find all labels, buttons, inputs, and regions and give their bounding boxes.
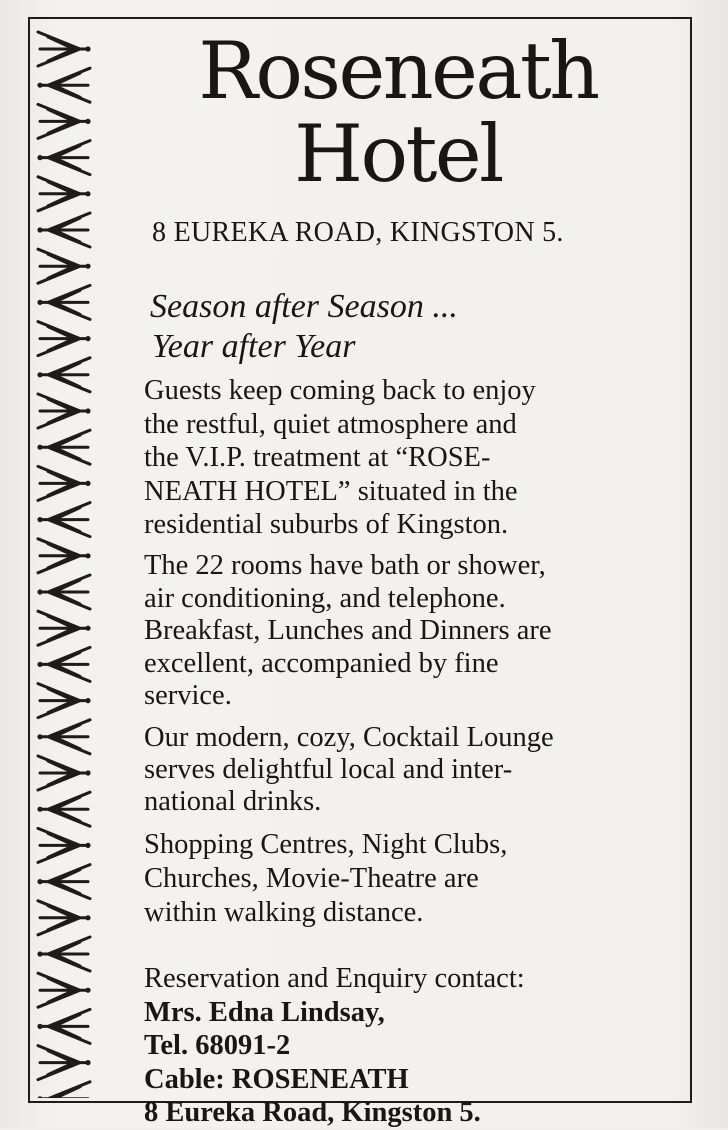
border-arrow-motif — [37, 68, 90, 102]
border-arrow-motif — [38, 249, 91, 283]
border-arrow-motif — [38, 539, 91, 573]
border-arrow-motif — [37, 213, 90, 247]
paragraph-line: Shopping Centres, Night Clubs, — [144, 829, 508, 860]
contact-cable: Cable: ROSENEATH — [144, 1063, 409, 1095]
paragraph-line: serves delightful local and inter- — [144, 754, 513, 785]
paragraph-line: air conditioning, and telephone. — [144, 582, 506, 614]
paragraph-rooms — [144, 550, 552, 713]
paragraph-line: Breakfast, Lunches and Dinners are — [144, 615, 552, 646]
border-arrow-motif — [38, 104, 91, 138]
decorative-border-strip — [34, 22, 96, 1098]
hotel-address: 8 EUREKA ROAD, KINGSTON 5. — [152, 217, 564, 248]
hotel-name-heading — [138, 25, 658, 200]
border-arrow-motif — [38, 828, 91, 862]
border-arrow-motif — [37, 937, 90, 971]
border-arrow-motif — [37, 1082, 90, 1098]
border-arrow-motif — [37, 285, 90, 319]
border-arrow-motif — [38, 611, 91, 645]
border-arrow-motif — [38, 901, 91, 935]
paragraph-guests — [144, 374, 536, 542]
paragraph-line: residential suburbs of Kingston. — [144, 509, 509, 540]
border-arrow-motif — [38, 756, 91, 790]
border-arrow-motif — [37, 865, 90, 899]
paragraph-lounge — [144, 722, 554, 818]
border-arrow-motif — [38, 177, 91, 211]
border-arrow-motif — [38, 322, 91, 356]
contact-block — [144, 962, 525, 1130]
reservation-label: Reservation and Enquiry contact: — [144, 963, 525, 994]
contact-address: 8 Eureka Road, Kingston 5. — [144, 1097, 481, 1128]
border-arrow-motif — [38, 684, 91, 718]
paragraph-line: the V.I.P. treatment at “ROSE- — [144, 442, 491, 473]
paragraph-line: NEATH HOTEL” situated in the — [144, 475, 518, 507]
border-arrow-motif — [38, 466, 91, 500]
border-arrow-motif — [38, 1046, 91, 1080]
title-line-2: Hotel — [294, 108, 502, 200]
tagline-line-1: Season after Season ... — [150, 288, 458, 325]
border-arrow-motif — [37, 792, 90, 826]
border-arrow-motif — [37, 503, 90, 537]
title-line-1: Roseneath — [198, 25, 598, 117]
paragraph-shopping — [144, 828, 507, 930]
border-arrow-motif — [37, 430, 90, 464]
tagline — [150, 287, 458, 367]
paragraph-line: The 22 rooms have bath or shower, — [144, 550, 546, 581]
border-arrow-motif — [37, 141, 90, 175]
border-arrow-motif — [37, 720, 90, 754]
paragraph-line: Churches, Movie-Theatre are — [144, 863, 479, 894]
contact-telephone: Tel. 68091-2 — [144, 1030, 291, 1061]
contact-name: Mrs. Edna Lindsay, — [144, 996, 385, 1028]
advertisement-content — [140, 25, 680, 1128]
paragraph-line: within walking distance. — [144, 897, 424, 928]
border-arrow-motif — [38, 394, 91, 428]
paragraph-line: the restful, quiet atmosphere and — [144, 408, 517, 440]
border-arrow-motif — [37, 647, 90, 681]
paragraph-line: national drinks. — [144, 786, 322, 817]
border-arrow-motif — [38, 32, 91, 66]
border-arrow-motif — [37, 575, 90, 609]
border-arrow-motif — [37, 358, 90, 392]
paragraph-line: service. — [144, 680, 232, 711]
paragraph-line: excellent, accompanied by fine — [144, 647, 499, 679]
tagline-line-2: Year after Year — [152, 328, 356, 365]
border-arrow-motif — [37, 1009, 90, 1043]
paragraph-line: Guests keep coming back to enjoy — [144, 375, 536, 406]
paragraph-line: Our modern, cozy, Cocktail Lounge — [144, 722, 554, 753]
border-arrow-motif — [38, 973, 91, 1007]
